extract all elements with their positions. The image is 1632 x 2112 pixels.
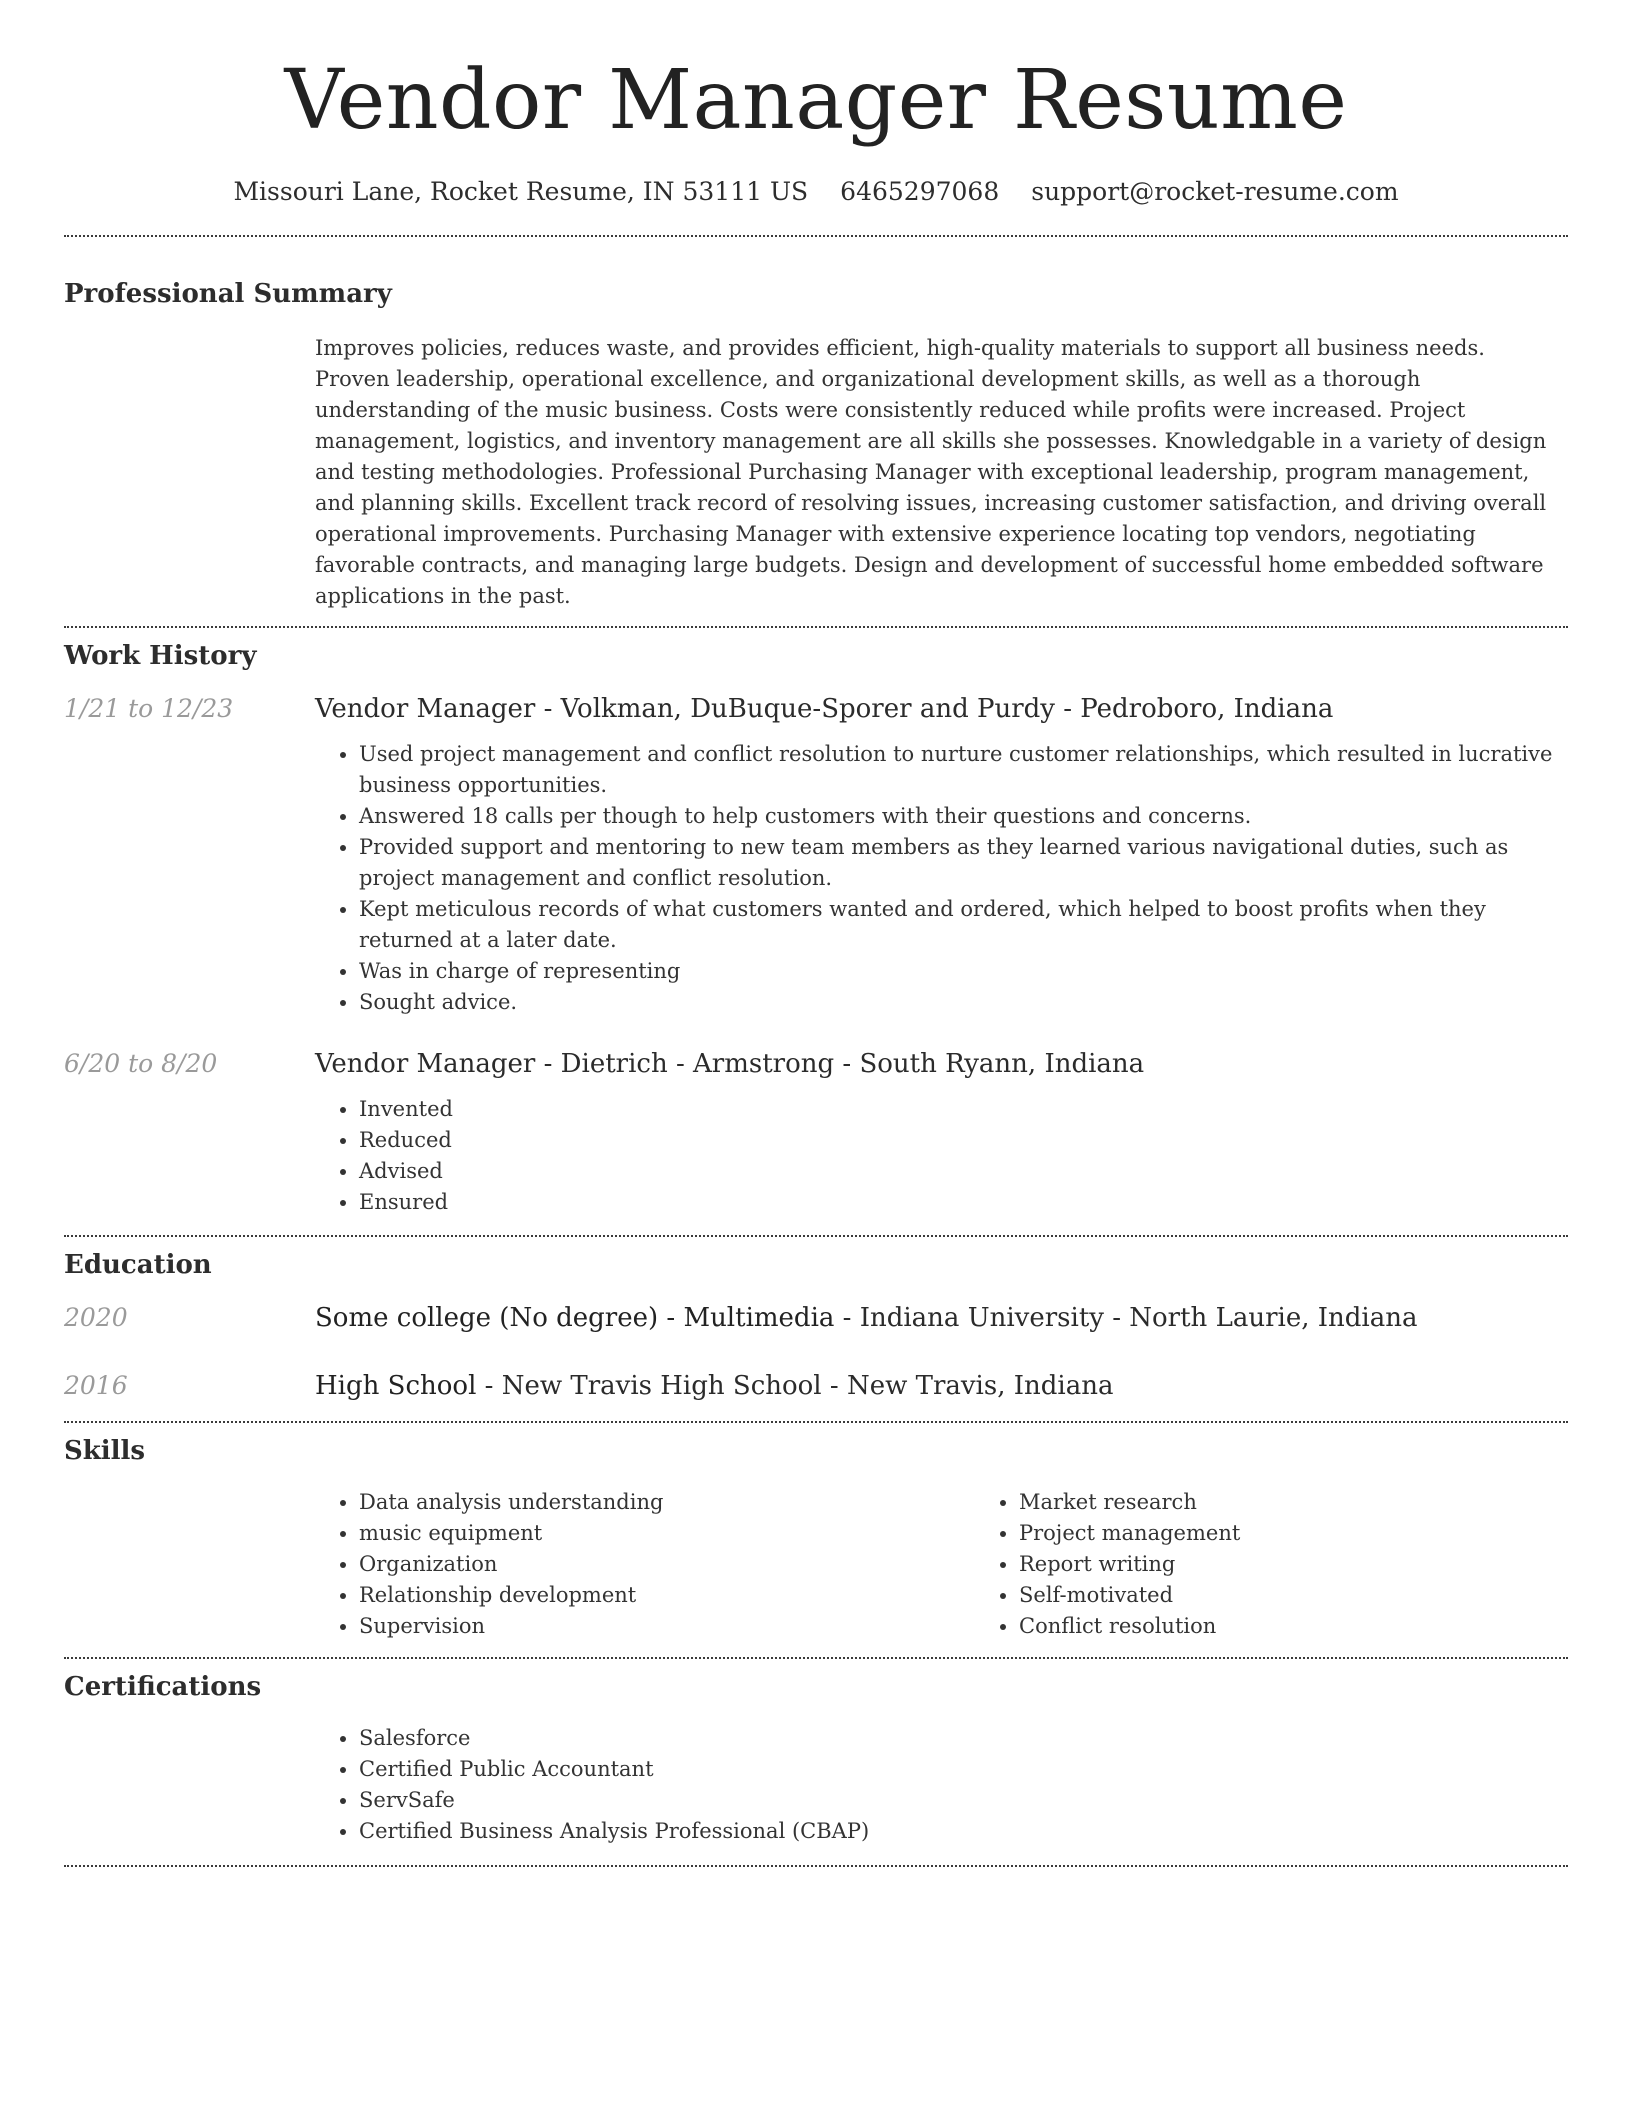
job-details [315, 1047, 1568, 1218]
list-item: • Relationship development [359, 1580, 975, 1611]
job-dates: 1/21 to 12/23 [64, 694, 234, 723]
skills-spacer [64, 1487, 315, 1642]
section-title-work: Work History [64, 641, 257, 671]
education-details [315, 1301, 1568, 1335]
list-item: • Data analysis understanding [359, 1487, 975, 1518]
education-year: 2020 [64, 1303, 128, 1332]
list-item: • ServSafe [359, 1785, 1568, 1816]
list-item: • Advised [359, 1156, 1568, 1187]
list-item: • Invented [359, 1094, 1568, 1125]
education-entry [64, 1301, 1568, 1335]
education-school: - Indiana University - North Laurie, Indiana [834, 1303, 1418, 1333]
list-item: • Certified Public Accountant [359, 1754, 1568, 1785]
list-item: • Report writing [1019, 1549, 1632, 1580]
list-item: • Kept meticulous records of what customers wanted and ordered, which helped to boost profits when they returned at a later date. [359, 894, 1568, 956]
education-details [315, 1369, 1568, 1403]
divider [64, 1421, 1568, 1423]
list-item: • Used project management and conflict resolution to nurture customer relationships, which resulted in lucrative business opportunities. [359, 739, 1568, 801]
contact-line [64, 174, 1568, 210]
list-item: • Market research [1019, 1487, 1632, 1518]
list-item: • Project management [1019, 1518, 1632, 1549]
list-item: • Was in charge of representing [359, 956, 1568, 987]
contact-email: support@rocket-resume.com [1031, 177, 1399, 206]
education-entry [64, 1369, 1568, 1403]
list-item: • Certified Business Analysis Professional (CBAP) [359, 1816, 1568, 1847]
list-item: • Organization [359, 1549, 975, 1580]
certifications-spacer [64, 1723, 315, 1847]
skills-list-left [315, 1487, 975, 1642]
list-item: • Supervision [359, 1611, 975, 1642]
education-degree: High School [315, 1371, 477, 1401]
section-title-skills: Skills [64, 1436, 146, 1466]
list-item: • Sought advice. [359, 987, 1568, 1018]
summary-row [64, 333, 1568, 612]
job-title: Vendor Manager - Volkman, DuBuque-Sporer and Purdy - Pedroboro, Indiana [315, 694, 1334, 724]
skills-grid [315, 1487, 1632, 1642]
divider [64, 1657, 1568, 1659]
job-details [315, 692, 1568, 1018]
section-title-certifications: Certifications [64, 1672, 262, 1702]
job-entry [64, 1047, 1568, 1218]
divider [64, 626, 1568, 628]
education-school: - New Travis High School - New Travis, Indiana [476, 1371, 1114, 1401]
job-bullets [315, 1094, 1568, 1218]
list-item: • Answered 18 calls per though to help customers with their questions and concerns. [359, 801, 1568, 832]
list-item: • Ensured [359, 1187, 1568, 1218]
list-item: • music equipment [359, 1518, 975, 1549]
summary-text: Improves policies, reduces waste, and provides efficient, high-quality materials to support all business needs. Proven leadership, operational excellence, and organizational development skills, as well as a thorough understanding of the music business. Costs were consistently reduced while profits were increased. Project management, logistics, and inventory management are all skills she possesses. Knowledgable in a variety of design and testing methodologies. Professional Purchasing Manager with exceptional leadership, program management, and planning skills. Excellent track record of resolving issues, increasing customer satisfaction, and driving overall operational improvements. Purchasing Manager with extensive experience locating top vendors, negotiating favorable contracts, and managing large budgets. Design and development of successful home embedded software applications in the past. [315, 336, 1547, 608]
contact-address: Missouri Lane, Rocket Resume, IN 53111 US [233, 177, 809, 206]
certifications-details [315, 1723, 1568, 1847]
divider [64, 1865, 1568, 1867]
certifications-list [315, 1723, 1568, 1847]
divider [64, 235, 1568, 237]
certifications-row [64, 1723, 1568, 1847]
section-title-summary: Professional Summary [64, 279, 392, 309]
job-title: Vendor Manager - Dietrich - Armstrong - South Ryann, Indiana [315, 1049, 1145, 1079]
divider [64, 1235, 1568, 1237]
list-item: • Salesforce [359, 1723, 1568, 1754]
skills-row [64, 1487, 1568, 1642]
list-item: • Reduced [359, 1125, 1568, 1156]
resume-name: Vendor Manager Resume [284, 53, 1348, 148]
summary-spacer [64, 333, 315, 612]
job-dates: 6/20 to 8/20 [64, 1049, 218, 1078]
list-item: • Provided support and mentoring to new team members as they learned various navigational duties, such as project management and conflict resolution. [359, 832, 1568, 894]
job-entry [64, 692, 1568, 1018]
contact-phone: 6465297068 [840, 177, 1000, 206]
section-title-education: Education [64, 1250, 212, 1280]
education-year: 2016 [64, 1371, 128, 1400]
skills-list-right [975, 1487, 1632, 1642]
list-item: • Conflict resolution [1019, 1611, 1632, 1642]
list-item: • Self-motivated [1019, 1580, 1632, 1611]
job-bullets [315, 739, 1568, 1018]
education-degree: Some college (No degree) - Multimedia [315, 1303, 835, 1333]
